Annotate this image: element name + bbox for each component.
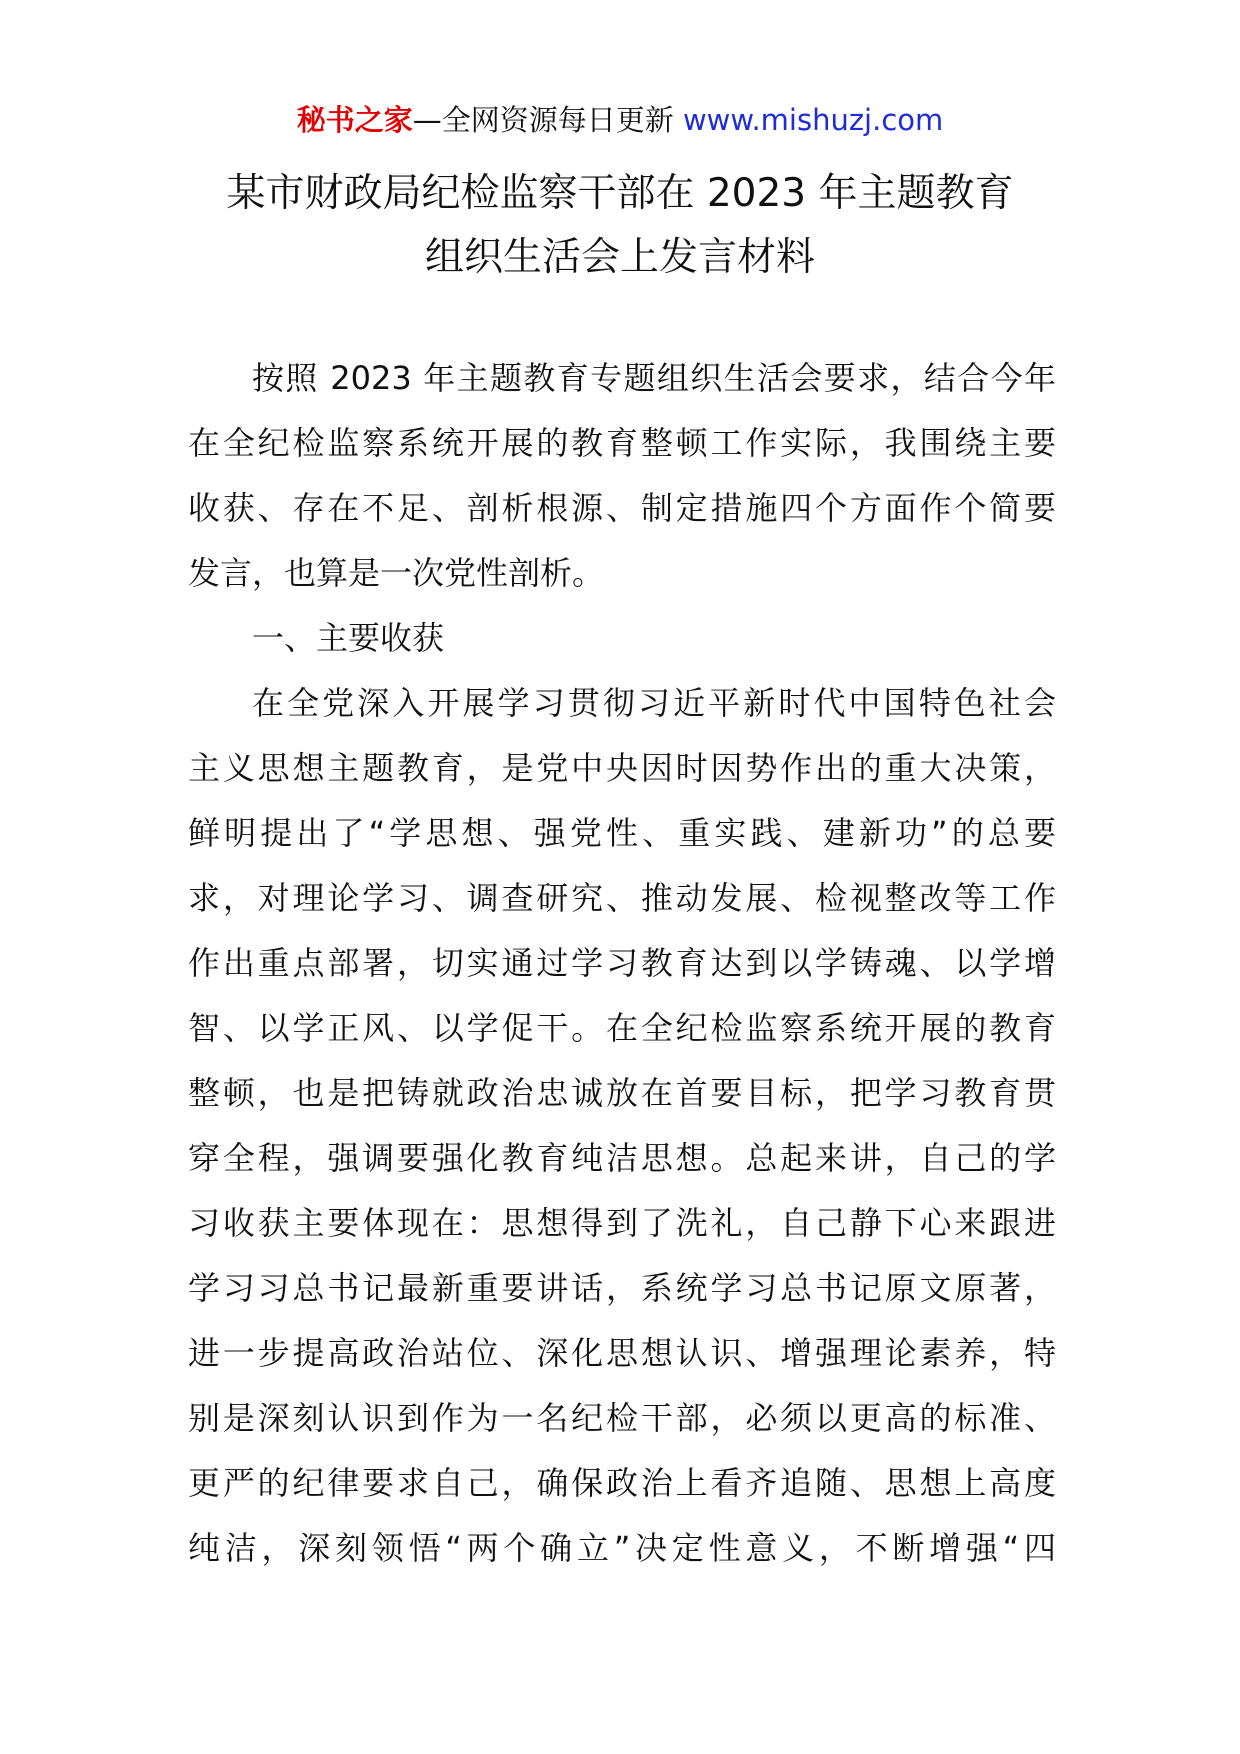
paragraph-line: 穿全程，强调要强化教育纯洁思想。总起来讲，自己的学 bbox=[188, 1139, 1056, 1177]
paragraph-line: 鲜明提出了“学思想、强党性、重实践、建新功”的总要 bbox=[188, 814, 1056, 852]
document-title-line-1: 某市财政局纪检监察干部在 2023 年主题教育 bbox=[226, 171, 1014, 216]
tagline: —全网资源每日更新 bbox=[412, 103, 674, 137]
paragraph-line: 学习习总书记最新重要讲话，系统学习总书记原文原著， bbox=[188, 1269, 1056, 1307]
paragraph-line: 在全纪检监察系统开展的教育整顿工作实际，我围绕主要 bbox=[188, 424, 1056, 462]
header-line bbox=[0, 100, 1240, 140]
paragraph-line: 在全党深入开展学习贯彻习近平新时代中国特色社会 bbox=[252, 684, 1056, 722]
paragraph-line: 别是深刻认识到作为一名纪检干部，必须以更高的标准、 bbox=[188, 1399, 1056, 1437]
paragraph-line: 进一步提高政治站位、深化思想认识、增强理论素养，特 bbox=[188, 1334, 1056, 1372]
paragraph-line: 整顿，也是把铸就政治忠诚放在首要目标，把学习教育贯 bbox=[188, 1074, 1056, 1112]
paragraph-line: 纯洁，深刻领悟“两个确立”决定性意义，不断增强“四 bbox=[188, 1529, 1056, 1567]
paragraph-line: 主义思想主题教育，是党中央因时因势作出的重大决策， bbox=[188, 749, 1056, 787]
paragraph-line: 发言，也算是一次党性剖析。 bbox=[188, 554, 605, 592]
section-heading: 一、主要收获 bbox=[252, 619, 445, 657]
site-url[interactable]: www.mishuzj.com bbox=[682, 103, 944, 137]
brand-name: 秘书之家 bbox=[296, 103, 413, 137]
paragraph-line: 智、以学正风、以学促干。在全纪检监察系统开展的教育 bbox=[188, 1009, 1056, 1047]
paragraph-line: 更严的纪律要求自己，确保政治上看齐追随、思想上高度 bbox=[188, 1464, 1056, 1502]
paragraph-line: 收获、存在不足、剖析根源、制定措施四个方面作个简要 bbox=[188, 489, 1056, 527]
paragraph-line: 按照 2023 年主题教育专题组织生活会要求，结合今年 bbox=[252, 359, 1056, 397]
paragraph-line: 习收获主要体现在：思想得到了洗礼，自己静下心来跟进 bbox=[188, 1204, 1056, 1242]
paragraph-line: 求，对理论学习、调查研究、推动发展、检视整改等工作 bbox=[188, 879, 1056, 917]
document-title-line-2: 组织生活会上发言材料 bbox=[424, 235, 815, 280]
body-text bbox=[188, 356, 1056, 1591]
paragraph-line: 作出重点部署，切实通过学习教育达到以学铸魂、以学增 bbox=[188, 944, 1056, 982]
